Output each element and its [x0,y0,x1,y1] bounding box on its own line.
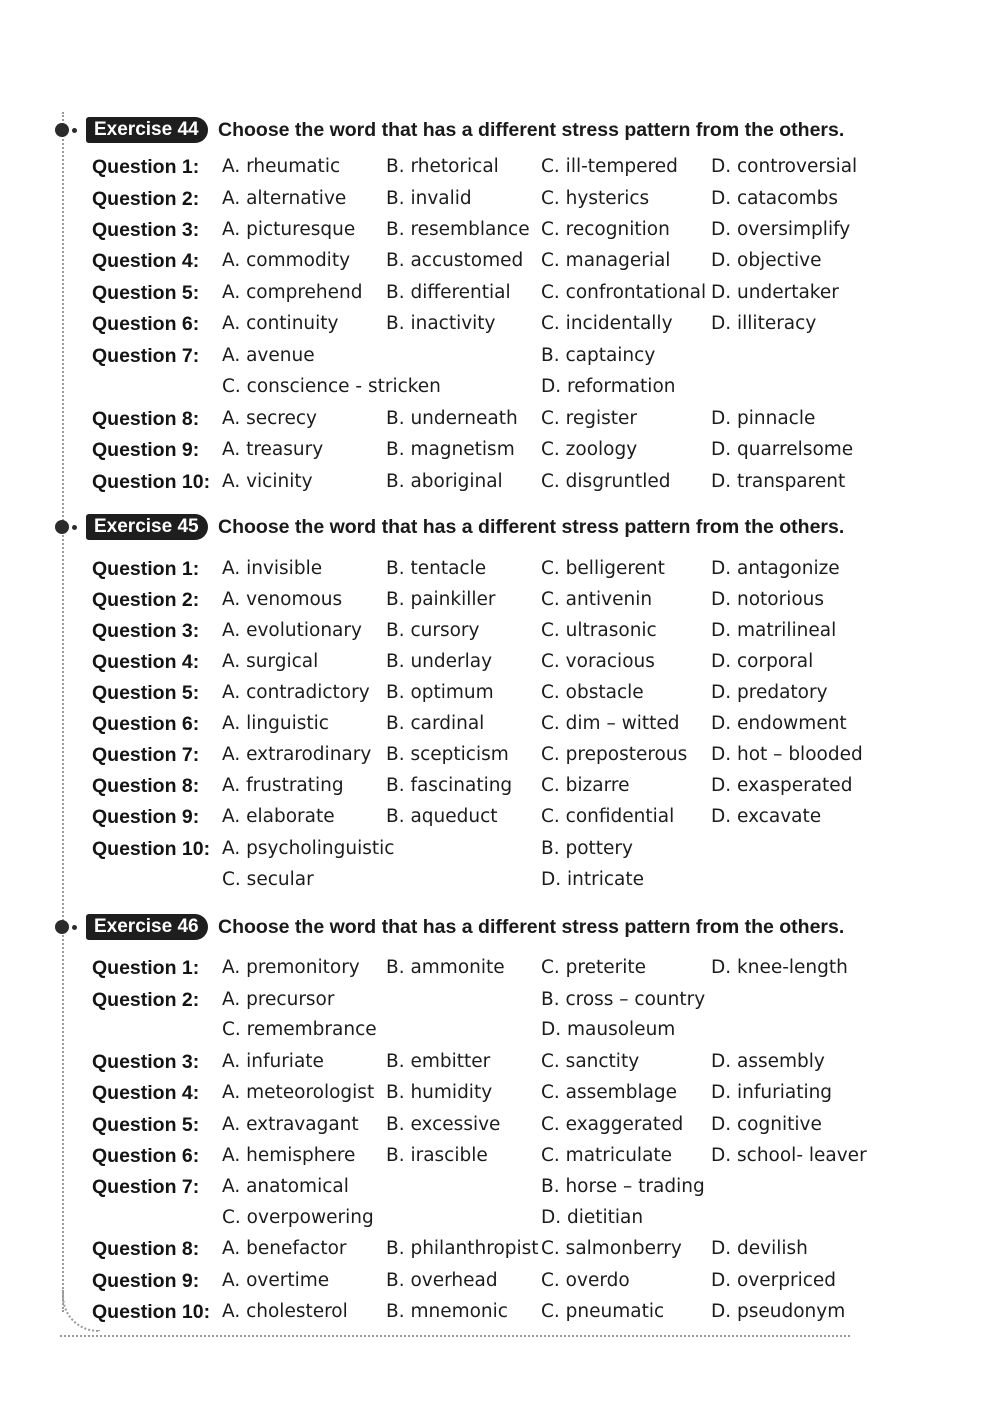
option-d[interactable]: D. excavate [711,806,822,827]
bottom-dotted-rule [60,1335,850,1337]
question-label: Question 6: [92,313,200,335]
question-row [0,246,1000,276]
question-label: Question 4: [92,1082,200,1104]
question-label: Question 10: [92,838,211,860]
question-row [0,1172,1000,1202]
option-c[interactable]: C. zoology [541,439,638,460]
option-c[interactable]: C. conscience - stricken [222,376,441,397]
option-c[interactable]: C. confidential [541,806,675,827]
option-a[interactable]: A. contradictory [222,682,370,703]
option-a[interactable]: A. avenue [222,345,315,366]
option-b[interactable]: B. differential [386,282,511,303]
option-b[interactable]: B. invalid [386,188,472,209]
question-label: Question 4: [92,250,200,272]
option-d[interactable]: D. devilish [711,1238,808,1259]
option-a[interactable]: A. overtime [222,1270,330,1291]
option-a[interactable]: A. commodity [222,250,351,271]
option-c[interactable]: C. hysterics [541,188,650,209]
exercise-badge: Exercise 45 [86,514,208,540]
option-c[interactable]: C. remembrance [222,1019,377,1040]
question-row [0,616,1000,646]
bullet-icon [55,123,69,137]
option-a[interactable]: A. continuity [222,313,339,334]
option-d[interactable]: D. controversial [711,156,858,177]
exercise-badge: Exercise 44 [86,117,208,143]
option-c[interactable]: C. antivenin [541,589,653,610]
option-c[interactable]: C. dim – witted [541,713,680,734]
option-d[interactable]: D. quarrelsome [711,439,854,460]
option-d[interactable]: D. endowment [711,713,847,734]
question-row [0,278,1000,308]
option-b[interactable]: B. irascible [386,1145,488,1166]
option-b[interactable]: B. scepticism [386,744,509,765]
option-d[interactable]: D. matrilineal [711,620,837,641]
option-d[interactable]: D. overpriced [711,1270,837,1291]
question-label: Question 7: [92,345,200,367]
option-b[interactable]: B. underlay [386,651,493,672]
option-b[interactable]: B. aboriginal [386,471,503,492]
exercise-instruction: Choose the word that has a different stress pattern from the others. [218,119,845,141]
option-b[interactable]: B. magnetism [386,439,515,460]
option-c[interactable]: C. incidentally [541,313,673,334]
question-row [0,152,1000,182]
option-a[interactable]: A. venomous [222,589,343,610]
option-a[interactable]: A. invisible [222,558,323,579]
question-label: Question 1: [92,957,200,979]
option-a[interactable]: A. picturesque [222,219,356,240]
option-b[interactable]: B. fascinating [386,775,513,796]
option-c[interactable]: C. belligerent [541,558,665,579]
option-d[interactable]: D. corporal [711,651,814,672]
question-row [0,215,1000,245]
question-row [0,585,1000,615]
question-label: Question 8: [92,1238,200,1260]
option-d[interactable]: D. infuriating [711,1082,833,1103]
option-b[interactable]: B. captaincy [541,345,656,366]
question-row-continued [0,1015,1000,1045]
option-b[interactable]: B. tentacle [386,558,487,579]
option-d[interactable]: D. predatory [711,682,828,703]
option-c[interactable]: C. register [541,408,638,429]
exercise-badge: Exercise 46 [86,914,208,940]
option-d[interactable]: D. dietitian [541,1207,644,1228]
option-a[interactable]: A. surgical [222,651,319,672]
option-b[interactable]: B. inactivity [386,313,496,334]
option-b[interactable]: B. cardinal [386,713,485,734]
bullet-icon [55,920,69,934]
option-b[interactable]: B. overhead [386,1270,498,1291]
question-row [0,834,1000,864]
option-a[interactable]: A. hemisphere [222,1145,356,1166]
option-b[interactable]: B. mnemonic [386,1301,508,1322]
question-label: Question 9: [92,439,200,461]
question-row [0,467,1000,497]
option-c[interactable]: C. preposterous [541,744,688,765]
question-label: Question 2: [92,589,200,611]
option-a[interactable]: A. meteorologist [222,1082,375,1103]
option-d[interactable]: D. pseudonym [711,1301,846,1322]
question-label: Question 9: [92,806,200,828]
option-d[interactable]: D. reformation [541,376,676,397]
question-row [0,341,1000,371]
bullet-dot-icon [72,128,77,133]
bullet-dot-icon [72,525,77,530]
option-a[interactable]: A. infuriate [222,1051,324,1072]
option-a[interactable]: A. secrecy [222,408,317,429]
question-row [0,985,1000,1015]
exercise-instruction: Choose the word that has a different stress pattern from the others. [218,916,845,938]
option-a[interactable]: A. cholesterol [222,1301,348,1322]
option-a[interactable]: A. treasury [222,439,324,460]
question-row [0,709,1000,739]
option-a[interactable]: A. evolutionary [222,620,362,641]
option-b[interactable]: B. cursory [386,620,480,641]
question-row [0,435,1000,465]
exercise-header [55,115,955,143]
option-b[interactable]: B. optimum [386,682,494,703]
option-a[interactable]: A. vicinity [222,471,313,492]
option-c[interactable]: C. ill-tempered [541,156,678,177]
option-c[interactable]: C. pneumatic [541,1301,665,1322]
option-a[interactable]: A. psycholinguistic [222,838,395,859]
option-d[interactable]: D. catacombs [711,188,838,209]
question-label: Question 3: [92,219,200,241]
question-row [0,1297,1000,1327]
option-b[interactable]: B. horse – trading [541,1176,705,1197]
exercise-instruction: Choose the word that has a different stress pattern from the others. [218,516,845,538]
option-a[interactable]: A. linguistic [222,713,329,734]
question-label: Question 3: [92,1051,200,1073]
question-label: Question 5: [92,682,200,704]
option-a[interactable]: A. benefactor [222,1238,347,1259]
question-row [0,953,1000,983]
question-row [0,1110,1000,1140]
option-c[interactable]: C. disgruntled [541,471,671,492]
option-d[interactable]: D. antagonize [711,558,840,579]
question-row [0,740,1000,770]
question-label: Question 10: [92,1301,211,1323]
option-b[interactable]: B. ammonite [386,957,505,978]
option-a[interactable]: A. premonitory [222,957,360,978]
option-c[interactable]: C. sanctity [541,1051,640,1072]
option-c[interactable]: C. assemblage [541,1082,678,1103]
option-c[interactable]: C. ultrasonic [541,620,657,641]
option-d[interactable]: D. intricate [541,869,645,890]
option-d[interactable]: D. oversimplify [711,219,851,240]
option-a[interactable]: A. precursor [222,989,335,1010]
option-d[interactable]: D. cognitive [711,1114,822,1135]
option-b[interactable]: B. accustomed [386,250,524,271]
option-a[interactable]: A. frustrating [222,775,344,796]
option-b[interactable]: B. pottery [541,838,633,859]
option-c[interactable]: C. managerial [541,250,671,271]
option-c[interactable]: C. secular [222,869,314,890]
option-c[interactable]: C. voracious [541,651,655,672]
option-a[interactable]: A. comprehend [222,282,363,303]
question-row [0,1234,1000,1264]
exercise-header [55,512,955,540]
question-label: Question 5: [92,282,200,304]
exercise-header [55,912,955,940]
option-c[interactable]: C. overdo [541,1270,630,1291]
option-b[interactable]: B. painkiller [386,589,496,610]
question-label: Question 8: [92,408,200,430]
question-label: Question 7: [92,744,200,766]
option-a[interactable]: A. extrarodinary [222,744,372,765]
option-d[interactable]: D. undertaker [711,282,839,303]
option-a[interactable]: A. alternative [222,188,347,209]
question-label: Question 1: [92,558,200,580]
question-row-continued [0,1203,1000,1233]
question-row-continued [0,865,1000,895]
option-d[interactable]: D. knee-length [711,957,848,978]
option-c[interactable]: C. recognition [541,219,670,240]
option-d[interactable]: D. hot – blooded [711,744,863,765]
bullet-dot-icon [72,925,77,930]
option-a[interactable]: A. extravagant [222,1114,359,1135]
question-row [0,678,1000,708]
question-label: Question 9: [92,1270,200,1292]
option-b[interactable]: B. philanthropist [386,1238,539,1259]
option-c[interactable]: C. bizarre [541,775,630,796]
question-row [0,1047,1000,1077]
option-b[interactable]: B. rhetorical [386,156,499,177]
option-a[interactable]: A. elaborate [222,806,335,827]
option-c[interactable]: C. exaggerated [541,1114,684,1135]
question-row [0,1266,1000,1296]
question-row [0,802,1000,832]
question-label: Question 6: [92,713,200,735]
question-label: Question 7: [92,1176,200,1198]
option-c[interactable]: C. overpowering [222,1207,374,1228]
option-a[interactable]: A. rheumatic [222,156,341,177]
question-label: Question 6: [92,1145,200,1167]
question-row [0,1078,1000,1108]
question-label: Question 2: [92,188,200,210]
option-d[interactable]: D. school- leaver [711,1145,867,1166]
question-row [0,404,1000,434]
question-row [0,554,1000,584]
option-b[interactable]: B. resemblance [386,219,530,240]
question-row [0,309,1000,339]
option-d[interactable]: D. objective [711,250,822,271]
option-b[interactable]: B. underneath [386,408,518,429]
option-c[interactable]: C. obstacle [541,682,644,703]
option-d[interactable]: D. pinnacle [711,408,816,429]
option-d[interactable]: D. exasperated [711,775,853,796]
question-label: Question 10: [92,471,211,493]
question-row-continued [0,372,1000,402]
option-b[interactable]: B. cross – country [541,989,706,1010]
option-d[interactable]: D. assembly [711,1051,825,1072]
option-c[interactable]: C. preterite [541,957,647,978]
question-row [0,771,1000,801]
question-label: Question 5: [92,1114,200,1136]
option-b[interactable]: B. embitter [386,1051,491,1072]
question-row [0,1141,1000,1171]
question-row [0,184,1000,214]
question-row [0,647,1000,677]
option-a[interactable]: A. anatomical [222,1176,349,1197]
option-c[interactable]: C. matriculate [541,1145,673,1166]
question-label: Question 8: [92,775,200,797]
question-label: Question 2: [92,989,200,1011]
option-d[interactable]: D. mausoleum [541,1019,676,1040]
bullet-icon [55,520,69,534]
option-d[interactable]: D. transparent [711,471,846,492]
option-c[interactable]: C. confrontational [541,282,707,303]
question-label: Question 4: [92,651,200,673]
option-b[interactable]: B. aqueduct [386,806,498,827]
option-b[interactable]: B. excessive [386,1114,501,1135]
option-d[interactable]: D. notorious [711,589,825,610]
option-d[interactable]: D. illiteracy [711,313,817,334]
question-label: Question 1: [92,156,200,178]
question-label: Question 3: [92,620,200,642]
option-c[interactable]: C. salmonberry [541,1238,682,1259]
option-b[interactable]: B. humidity [386,1082,493,1103]
